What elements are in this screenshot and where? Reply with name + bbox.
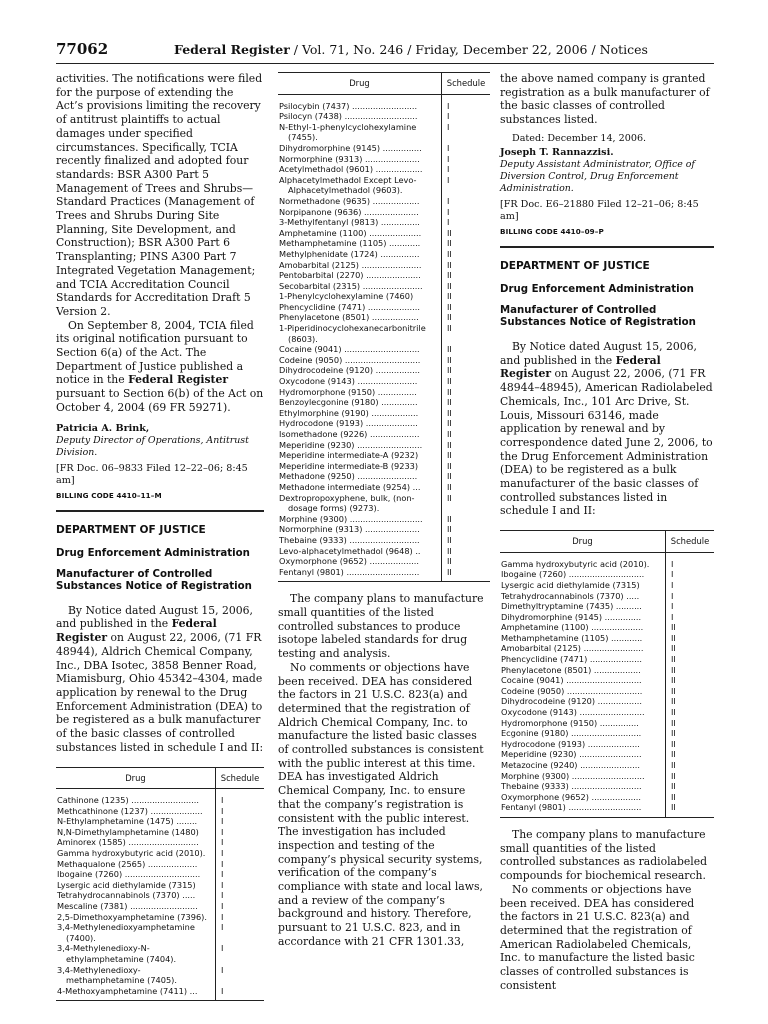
schedule-value: II (442, 281, 491, 292)
schedule-value: I (216, 816, 265, 827)
table-row (500, 749, 714, 760)
schedule-value: I (666, 612, 715, 623)
paragraph: The company plans to manufacture small quantities of the listed controlled substances to produce isotope labeled standards for drug testing and analysis. (278, 592, 484, 661)
table-row (278, 376, 490, 387)
notice-title: Manufacturer of Controlled Substances Notice of Registration (56, 568, 252, 593)
text-run: on August 22, 2006, (71 FR 48944–48945), American Radiolabeled Chemicals, Inc., 101 Arc Drive, St. Louis, Missouri 63146, made application by renewal and by correspondence dated June 2, 2006, to the Drug Enforcement Administration (DEA) to be registered as a bulk manufacturer of the basic classes of controlled substances listed in schedule I and II: (500, 367, 713, 518)
table-row (56, 890, 264, 901)
table-row (278, 535, 490, 546)
drug-name: Norpipanone (9636) ..................... (279, 206, 419, 217)
schedule-value: I (216, 965, 265, 986)
table-row (500, 707, 714, 718)
drug-name: Meperidine intermediate-A (9232) (279, 450, 419, 461)
drug-name: Tetrahydrocannabinols (7370) ..... (57, 890, 196, 901)
drug-name: Ibogaine (7260) ............................. (57, 869, 201, 880)
table-row (500, 718, 714, 729)
schedule-value: I (216, 827, 265, 838)
drug-name: Mescaline (7381) .......................... (57, 901, 198, 912)
drug-name: Dihydromorphine (9145) .............. (501, 611, 642, 622)
table-row (500, 760, 714, 771)
schedule-value: II (666, 802, 715, 817)
drug-name: Aminorex (1585) ........................... (57, 837, 199, 848)
schedule-value: I (216, 806, 265, 817)
agency-heading: Drug Enforcement Administration (56, 547, 250, 559)
drug-name: Tetrahydrocannabinols (7370) ..... (501, 590, 640, 601)
schedule-value: I (442, 122, 491, 143)
table-row (500, 569, 714, 580)
schedule-value: II (442, 323, 491, 344)
table-row (500, 771, 714, 782)
table-row (56, 789, 264, 806)
schedule-value: II (442, 228, 491, 239)
paragraph: activities. The notifications were filed for the purpose of extending the Act’s provisions limiting the recovery of antitrust plaintiffs to actual damages under specified circumstances. Specifically, TCIA recently finalized and adopted four standards: BSR A300 Part 5 Management of Trees and Shrubs—Standard Practices (Management of Trees and Shrubs During Site Planning, Site Development, and Construction); BSR A300 Part 6 Transplanting; PINS A300 Part 7 Integrated Vegetation Management; and TCIA Accreditation Council Standards for Accreditation Draft 5 Version 2. (56, 72, 263, 318)
signature-block (500, 147, 714, 195)
schedule-value: I (216, 789, 265, 806)
billing-code: BILLING CODE 4410–09–P (500, 226, 604, 236)
table-row (278, 429, 490, 440)
drug-name: Methamphetamine (1105) ............ (279, 238, 421, 249)
schedule-value: II (666, 686, 715, 697)
drug-name: 3,4-Methylenedioxy-N-ethylamphetamine (7404). (57, 943, 177, 964)
drug-name: Hydrocodone (9193) .................... (501, 738, 640, 749)
table-row (500, 686, 714, 697)
table-row (278, 228, 490, 239)
table-row (278, 312, 490, 323)
schedule-value: I (216, 859, 265, 870)
table-row (278, 94, 490, 111)
column-header-drug: Drug (500, 531, 666, 553)
drug-name: Thebaine (9333) ........................... (501, 781, 642, 792)
text-run: By Notice dated August 15, 2006, and published in the (500, 340, 697, 367)
drug-name: N,N-Dimethylamphetamine (1480) (57, 826, 199, 837)
header-rule (56, 63, 714, 64)
drug-name: Secobarbital (2315) ....................... (279, 280, 423, 291)
billing-code: BILLING CODE 4410–11–M (56, 490, 162, 500)
schedule-value: I (666, 591, 715, 602)
paragraph: No comments or objections have been received. DEA has considered the factors in 21 U.S.C. 823(a) and determined that the registration of Aldrich Chemical Company, Inc. to manufacture the listed basic classes of controlled substances is consistent with the public interest at this time. DEA has investigated Aldrich Chemical Company, Inc. to ensure that the company’s registration is consistent with the public interest. The investigation has included inspection and testing of the company’s physical security systems, verification of the company’s compliance with state and local laws, and a review of the company’s background and history. Therefore, pursuant to 21 U.S.C. 823, and in accordance with 21 CFR 1301.33, (278, 660, 484, 948)
drug-name: Metazocine (9240) ....................... (501, 760, 640, 771)
table-row (278, 238, 490, 249)
drug-name: Hydromorphone (9150) ............... (279, 386, 417, 397)
drug-name: Oxycodone (9143) ....................... (279, 376, 418, 387)
drug-name: Lysergic acid diethylamide (7315) (57, 879, 196, 890)
drug-name: 3,4-Methylenedioxyamphetamine (7400). (57, 922, 195, 943)
paragraph: No comments or objections have been received. DEA has considered the factors in 21 U.S.C. 823(a) and determined that the registration of American Radiolabeled Chemicals, Inc. to manufacture the listed basic classes of controlled substances is consistent (500, 882, 695, 992)
drug-name: Alphacetylmethadol Except Levo-Alphacetylmethadol (9603). (279, 174, 417, 196)
drug-name: Amphetamine (1100) .................... (279, 227, 422, 238)
text-run: on August 22, 2006, (71 FR 48944), Aldrich Chemical Company, Inc., DBA Isotec, 3858 Benner Road, Miamisburg, Ohio 45342–4304, made application by renewal to the Drug Enforcement Administration (DEA) to be registered as a bulk manufacturer of the basic classes of controlled substances listed in schedule I and II: (56, 631, 264, 754)
drug-name: 3-Methylfentanyl (9813) ............... (279, 217, 420, 228)
table-row (278, 143, 490, 154)
drug-name: Ethylmorphine (9190) .................. (279, 407, 419, 418)
drug-name: 2,5-Dimethoxyamphetamine (7396). (57, 911, 207, 922)
schedule-value: II (442, 440, 491, 451)
drug-name: Cocaine (9041) ............................. (279, 344, 420, 355)
drug-name: Benzoylecgonine (9180) .............. (279, 397, 418, 408)
table-row (500, 633, 714, 644)
table-row (56, 943, 264, 964)
schedule-value: II (442, 355, 491, 366)
column-1 (56, 72, 264, 1001)
drug-schedule-table (56, 767, 264, 1002)
schedule-value: I (216, 869, 265, 880)
schedule-value: II (442, 471, 491, 482)
column-header-schedule: Schedule (666, 531, 715, 553)
drug-name: Psilocyn (7438) ............................ (279, 111, 418, 122)
fr-doc-line: [FR Doc. E6–21880 Filed 12–21–06; 8:45 am] (500, 198, 699, 222)
schedule-value: II (442, 450, 491, 461)
schedule-value: II (442, 270, 491, 281)
header-issue: / Vol. 71, No. 246 / Friday, December 22, 2006 / Notices (289, 42, 648, 57)
table-row (278, 196, 490, 207)
schedule-value: II (666, 665, 715, 676)
drug-name: Oxymorphone (9652) ................... (501, 791, 641, 802)
signer-title: Deputy Assistant Administrator, Office of Diversion Control, Drug Enforcement Administration. (500, 158, 695, 194)
table-row (500, 601, 714, 612)
table-row (56, 986, 264, 1001)
table-row (56, 859, 264, 870)
table-row (278, 567, 490, 582)
paragraph (500, 340, 714, 518)
table-row (500, 665, 714, 676)
schedule-value: II (442, 312, 491, 323)
table-row (278, 365, 490, 376)
drug-name: 1-Phenylcyclohexylamine (7460) (279, 291, 414, 302)
schedule-value: I (216, 943, 265, 964)
drug-name: Dihydrocodeine (9120) ................. (279, 365, 420, 376)
table-row (500, 792, 714, 803)
table-row (278, 281, 490, 292)
signer-title: Deputy Director of Operations, Antitrust Division. (56, 434, 249, 458)
table-row (500, 728, 714, 739)
table-row (278, 546, 490, 557)
schedule-value: I (216, 901, 265, 912)
paragraph: the above named company is granted registration as a bulk manufacturer of the basic classes of controlled substances listed. (500, 72, 710, 127)
table-row (278, 111, 490, 122)
schedule-value: I (442, 207, 491, 218)
schedule-value: I (442, 217, 491, 228)
table-row (278, 440, 490, 451)
drug-name: Cathinone (1235) .......................... (57, 795, 199, 806)
drug-name: Levo-alphacetylmethadol (9648) .. (279, 545, 421, 556)
table-row (500, 739, 714, 750)
table-row (500, 580, 714, 591)
schedule-value: II (666, 654, 715, 665)
drug-name: Cocaine (9041) ............................. (501, 675, 642, 686)
department-heading: DEPARTMENT OF JUSTICE (500, 259, 650, 272)
table-row (278, 217, 490, 228)
table-row (56, 827, 264, 838)
drug-name: Lysergic acid diethylamide (7315) (501, 579, 640, 590)
schedule-value: II (666, 749, 715, 760)
drug-name: Fentanyl (9801) ............................ (501, 802, 642, 813)
table-row (278, 122, 490, 143)
schedule-value: I (442, 154, 491, 165)
column-header-drug: Drug (278, 73, 442, 95)
header-citation (174, 42, 648, 57)
drug-name: Methaqualone (2565) ................... (57, 858, 198, 869)
drug-name: Gamma hydroxybutyric acid (2010). (501, 558, 650, 569)
drug-name: Codeine (9050) ............................. (501, 685, 643, 696)
schedule-value: I (216, 922, 265, 943)
schedule-value: II (442, 291, 491, 302)
table-row (56, 912, 264, 923)
drug-name: Acetylmethadol (9601) .................. (279, 164, 423, 175)
drug-name: Hydrocodone (9193) .................... (279, 418, 418, 429)
paragraph (56, 319, 264, 415)
signer-name: Joseph T. Rannazzisi. (500, 146, 614, 158)
schedule-value: II (442, 397, 491, 408)
signature-block (56, 423, 264, 459)
table-row (278, 249, 490, 260)
drug-name: Methcathinone (1237) .................... (57, 805, 203, 816)
drug-name: Codeine (9050) ............................. (279, 354, 421, 365)
schedule-value: II (442, 302, 491, 313)
schedule-value: II (666, 622, 715, 633)
drug-name: Phencyclidine (7471) .................... (279, 301, 420, 312)
drug-name: 3,4-Methylenedioxy-methamphetamine (7405). (57, 964, 177, 986)
table-row (56, 965, 264, 986)
drug-name: Meperidine intermediate-B (9233) (279, 460, 419, 471)
schedule-value: II (442, 260, 491, 271)
drug-name: Phencyclidine (7471) .................... (501, 654, 642, 665)
schedule-value: II (666, 792, 715, 803)
table-row (278, 302, 490, 313)
schedule-value: II (666, 718, 715, 729)
table-row (500, 591, 714, 602)
table-row (56, 922, 264, 943)
table-row (278, 154, 490, 165)
drug-name: Methylphenidate (1724) ............... (279, 248, 420, 259)
schedule-value: II (442, 546, 491, 557)
schedule-value: II (666, 696, 715, 707)
table-row (500, 696, 714, 707)
schedule-value: I (666, 569, 715, 580)
schedule-value: I (216, 837, 265, 848)
drug-name: Methamphetamine (1105) ............ (501, 632, 643, 643)
schedule-value: II (442, 482, 491, 493)
table-row (56, 837, 264, 848)
table-row (278, 408, 490, 419)
page-number: 77062 (56, 40, 109, 58)
schedule-value: I (216, 848, 265, 859)
drug-name: Amobarbital (2125) ....................... (279, 259, 422, 270)
drug-name: Dimethyltryptamine (7435) .......... (501, 601, 642, 612)
table-row (278, 450, 490, 461)
schedule-value: I (216, 890, 265, 901)
section-divider (500, 246, 714, 248)
table-row (278, 514, 490, 525)
schedule-value: II (666, 739, 715, 750)
column-3 (500, 72, 714, 992)
table-row (500, 552, 714, 569)
drug-name: Morphine (9300) ............................ (279, 513, 423, 524)
table-row (500, 675, 714, 686)
drug-name: Ibogaine (7260) ............................. (501, 569, 645, 580)
drug-name: Oxycodone (9143) ......................... (501, 707, 645, 718)
schedule-value: I (216, 986, 265, 1001)
schedule-value: II (442, 556, 491, 567)
schedule-value: II (442, 344, 491, 355)
table-row (278, 418, 490, 429)
signer-name: Patricia A. Brink, (56, 422, 150, 434)
schedule-value: I (442, 196, 491, 207)
text-run-bold: Federal Register (56, 617, 217, 645)
schedule-value: I (216, 912, 265, 923)
schedule-value: II (442, 493, 491, 514)
drug-name: Pentobarbital (2270) ..................... (279, 270, 421, 281)
table-row (500, 654, 714, 665)
drug-name: Dextropropoxyphene, bulk, (non-dosage forms) (9273). (279, 492, 415, 514)
drug-name: N-Ethyl-1-phenylcyclohexylamine (7455). (279, 121, 417, 143)
table-row (500, 612, 714, 623)
table-row (278, 260, 490, 271)
drug-name: Normorphine (9313) ..................... (279, 524, 420, 535)
schedule-value: II (442, 408, 491, 419)
table-row (278, 291, 490, 302)
drug-schedule-table (500, 530, 714, 818)
table-row (56, 806, 264, 817)
column-header-drug: Drug (56, 767, 216, 789)
paragraph: The company plans to manufacture small quantities of the listed controlled substances as radiolabeled compounds for biochemical research. (500, 827, 708, 883)
table-row (56, 901, 264, 912)
table-row (278, 524, 490, 535)
column-header-schedule: Schedule (442, 73, 491, 95)
drug-name: Normethadone (9635) .................. (279, 195, 420, 206)
drug-schedule-table (278, 72, 490, 582)
table-row (500, 802, 714, 817)
schedule-value: I (216, 880, 265, 891)
schedule-value: I (442, 175, 491, 196)
column-header-schedule: Schedule (216, 767, 265, 789)
table-row (500, 643, 714, 654)
schedule-value: II (666, 728, 715, 739)
schedule-value: I (442, 111, 491, 122)
table-row (278, 482, 490, 493)
drug-name: Methadone intermediate (9254) ... (279, 481, 421, 492)
drug-name: Hydromorphone (9150) ............... (501, 717, 639, 728)
schedule-value: II (442, 418, 491, 429)
table-row (278, 323, 490, 344)
section-divider (56, 510, 264, 512)
schedule-value: II (442, 249, 491, 260)
drug-name: 1-Piperidinocyclohexanecarbonitrile (8603). (279, 323, 426, 344)
drug-name: Meperidine (9230) ......................... (279, 439, 423, 450)
schedule-value: II (442, 376, 491, 387)
agency-heading: Drug Enforcement Administration (500, 283, 694, 295)
schedule-value: I (666, 552, 715, 569)
drug-name: Isomethadone (9226) ................... (279, 429, 420, 439)
schedule-value: II (442, 429, 491, 440)
journal-name: Federal Register (174, 42, 290, 57)
schedule-value: II (666, 781, 715, 792)
table-row (278, 344, 490, 355)
drug-name: Fentanyl (9801) ............................ (279, 566, 420, 577)
schedule-value: II (666, 675, 715, 686)
table-row (56, 816, 264, 827)
schedule-value: I (442, 164, 491, 175)
text-run: On September 8, 2004, TCIA filed its original notification pursuant to Section 6(a) of the Act. The Department of Justice published a notice in the (56, 318, 254, 387)
table-row (56, 848, 264, 859)
table-row (278, 397, 490, 408)
paragraph (56, 604, 264, 755)
drug-name: Normorphine (9313) ..................... (279, 153, 420, 164)
schedule-value: II (666, 760, 715, 771)
column-2 (278, 72, 490, 949)
table-row (278, 556, 490, 567)
schedule-value: I (442, 143, 491, 154)
drug-name: Phenylacetone (8501) .................. (501, 664, 641, 675)
drug-name: Morphine (9300) ............................ (501, 770, 645, 781)
drug-name: Psilocybin (7437) ......................... (279, 100, 418, 111)
table-row (56, 869, 264, 880)
text-run: By Notice dated August 15, 2006, and published in the (56, 603, 253, 631)
drug-name: Amobarbital (2125) ....................... (501, 643, 644, 654)
schedule-value: I (442, 94, 491, 111)
department-heading: DEPARTMENT OF JUSTICE (56, 523, 206, 536)
drug-name: Oxymorphone (9652) ................... (279, 556, 419, 567)
schedule-value: I (666, 580, 715, 591)
schedule-value: II (442, 567, 491, 582)
dated-line: Dated: December 14, 2006. (512, 132, 647, 144)
drug-name: Meperidine (9230) ........................ (501, 749, 642, 760)
schedule-value: II (442, 365, 491, 376)
table-row (56, 880, 264, 891)
schedule-value: II (442, 535, 491, 546)
drug-name: 4-Methoxyamphetamine (7411) ... (57, 985, 198, 996)
drug-name: Amphetamine (1100) .................... (501, 622, 644, 633)
schedule-value: II (666, 771, 715, 782)
drug-name: Ecgonine (9180) ........................... (501, 728, 642, 739)
drug-name: Dihydrocodeine (9120) ................. (501, 696, 642, 707)
table-row (278, 207, 490, 218)
table-row (278, 471, 490, 482)
text-run-bold: Federal Register (128, 373, 229, 387)
table-row (278, 387, 490, 398)
running-header (56, 40, 714, 62)
table-row (278, 461, 490, 472)
schedule-value: II (666, 643, 715, 654)
table-row (278, 270, 490, 281)
drug-name: Dihydromorphine (9145) ............... (279, 142, 422, 153)
schedule-value: II (666, 633, 715, 644)
text-run-bold: Federal Register (500, 353, 661, 381)
drug-name: Methadone (9250) ....................... (279, 471, 418, 482)
table-row (278, 175, 490, 196)
drug-name: Thebaine (9333) ........................... (279, 534, 420, 545)
text-run: pursuant to Section 6(b) of the Act on October 4, 2004 (69 FR 59271). (56, 387, 264, 414)
schedule-value: II (442, 461, 491, 472)
drug-name: Phenylacetone (8501) .................. (279, 312, 419, 323)
schedule-value: II (666, 707, 715, 718)
table-row (278, 355, 490, 366)
table-row (500, 781, 714, 792)
schedule-value: II (442, 514, 491, 525)
schedule-value: II (442, 238, 491, 249)
table-row (500, 622, 714, 633)
notice-title: Manufacturer of Controlled Substances Notice of Registration (500, 304, 696, 329)
table-row (278, 493, 490, 514)
schedule-value: II (442, 387, 491, 398)
drug-name: N-Ethylamphetamine (1475) ........ (57, 816, 198, 827)
drug-name: Gamma hydroxybutyric acid (2010). (57, 848, 206, 859)
table-row (278, 164, 490, 175)
fr-doc-line: [FR Doc. 06–9833 Filed 12–22–06; 8:45 am] (56, 462, 248, 486)
schedule-value: I (666, 601, 715, 612)
schedule-value: II (442, 524, 491, 535)
